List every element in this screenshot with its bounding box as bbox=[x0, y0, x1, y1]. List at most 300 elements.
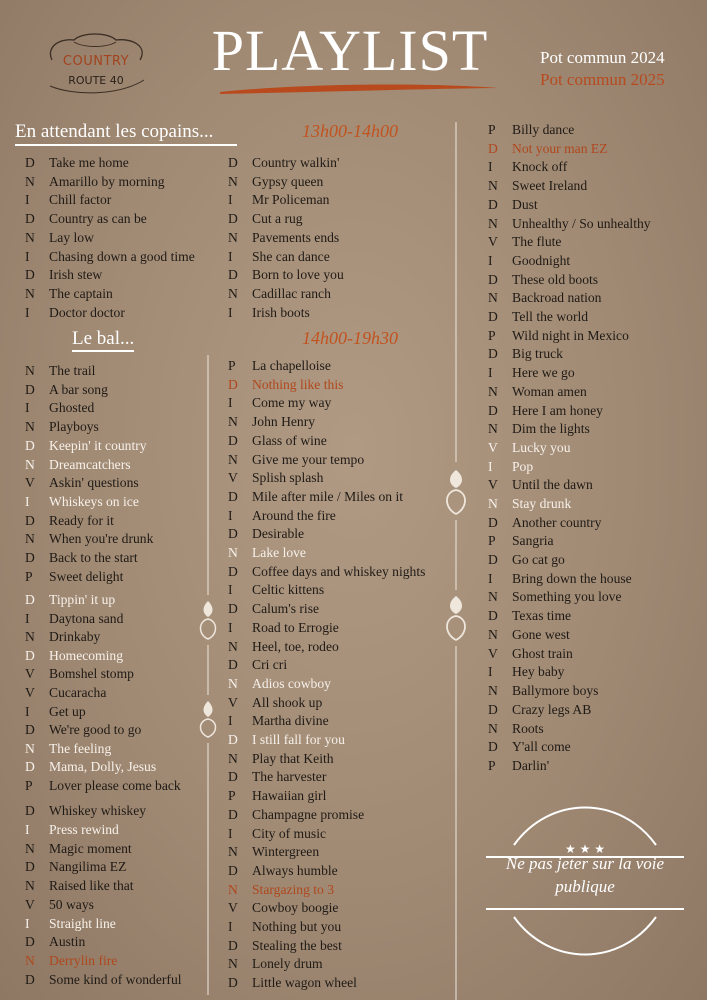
song-row bbox=[488, 233, 561, 252]
song-title: We're good to go bbox=[49, 722, 142, 738]
song-code: I bbox=[488, 365, 493, 381]
song-code: D bbox=[228, 267, 238, 283]
song-code: N bbox=[25, 285, 35, 301]
song-code: D bbox=[25, 859, 35, 875]
waiting-underline bbox=[15, 144, 237, 146]
song-code: N bbox=[228, 173, 238, 189]
song-title: Backroad nation bbox=[512, 290, 602, 306]
song-row bbox=[228, 394, 331, 413]
song-title: Homecoming bbox=[49, 647, 123, 663]
song-code: D bbox=[228, 601, 238, 617]
song-code: N bbox=[228, 638, 238, 654]
song-code: D bbox=[228, 732, 238, 747]
song-code: D bbox=[25, 803, 35, 818]
song-title: Lonely drum bbox=[252, 956, 323, 972]
song-code: I bbox=[228, 825, 233, 841]
song-code: V bbox=[488, 477, 498, 493]
song-code: I bbox=[488, 252, 493, 268]
song-code: V bbox=[228, 470, 238, 486]
song-code: N bbox=[25, 456, 35, 472]
song-title: Bring down the house bbox=[512, 570, 632, 586]
song-row bbox=[488, 215, 651, 234]
pot-commun-2025: Pot commun 2025 bbox=[540, 70, 665, 89]
song-code: D bbox=[25, 512, 35, 528]
song-title: Gypsy queen bbox=[252, 173, 324, 189]
song-title: City of music bbox=[252, 825, 327, 841]
song-row bbox=[228, 899, 338, 918]
song-row bbox=[488, 252, 570, 271]
song-row bbox=[25, 610, 123, 629]
song-code: N bbox=[228, 675, 238, 691]
song-row bbox=[228, 525, 304, 544]
song-title: All shook up bbox=[252, 694, 323, 710]
song-row bbox=[228, 619, 339, 638]
song-code: I bbox=[25, 493, 30, 509]
song-code: N bbox=[25, 363, 35, 378]
song-row bbox=[228, 488, 403, 507]
song-row bbox=[228, 974, 357, 993]
song-row bbox=[228, 581, 324, 600]
song-title: Goodnight bbox=[512, 252, 571, 268]
logo-line1: COUNTRY bbox=[62, 54, 130, 69]
song-title: Some kind of wonderful bbox=[49, 971, 182, 987]
song-row bbox=[228, 712, 329, 731]
song-row bbox=[488, 402, 603, 421]
song-title: Mr Policeman bbox=[252, 192, 330, 208]
song-row bbox=[488, 364, 575, 383]
song-code: V bbox=[228, 900, 238, 916]
song-row bbox=[488, 626, 570, 645]
song-row bbox=[25, 266, 102, 285]
song-row bbox=[228, 768, 326, 787]
song-code: P bbox=[228, 788, 236, 804]
song-code: D bbox=[25, 759, 35, 775]
song-code: N bbox=[488, 626, 498, 642]
song-row bbox=[488, 158, 567, 177]
song-title: Another country bbox=[512, 514, 602, 530]
song-title: Lover please come back bbox=[49, 778, 181, 793]
song-title: Straight line bbox=[49, 915, 116, 931]
song-code: D bbox=[228, 376, 238, 392]
song-row bbox=[488, 738, 571, 757]
song-row bbox=[488, 720, 544, 739]
song-title: Desirable bbox=[252, 526, 305, 542]
song-title: Dim the lights bbox=[512, 421, 590, 437]
song-title: Champagne promise bbox=[252, 806, 365, 822]
song-code: N bbox=[228, 285, 238, 301]
page-title: PLAYLIST bbox=[211, 18, 489, 83]
song-code: D bbox=[488, 346, 498, 362]
song-row bbox=[25, 549, 138, 568]
song-code: D bbox=[488, 271, 498, 287]
song-title: Tell the world bbox=[512, 309, 589, 324]
song-row bbox=[228, 469, 323, 488]
song-title: Ballymore boys bbox=[512, 683, 599, 698]
song-row bbox=[25, 665, 134, 684]
song-code: I bbox=[228, 507, 233, 523]
song-row bbox=[228, 413, 315, 432]
song-code: P bbox=[488, 758, 496, 773]
song-code: N bbox=[228, 545, 238, 560]
song-title: Y'all come bbox=[512, 739, 571, 755]
song-code: D bbox=[228, 937, 238, 953]
song-title: Raised like that bbox=[49, 878, 134, 893]
song-title: Play that Keith bbox=[252, 750, 334, 766]
song-title: Gone west bbox=[512, 626, 570, 642]
song-code: D bbox=[228, 563, 238, 579]
song-code: N bbox=[228, 881, 238, 897]
song-title: Bomshel stomp bbox=[49, 666, 134, 682]
song-row bbox=[488, 439, 571, 458]
song-row bbox=[25, 971, 182, 990]
song-code: V bbox=[25, 475, 35, 491]
song-code: D bbox=[228, 975, 238, 991]
song-row bbox=[228, 357, 331, 376]
song-row bbox=[488, 514, 601, 533]
song-row bbox=[228, 173, 323, 192]
song-row bbox=[228, 248, 330, 267]
song-code: D bbox=[25, 647, 35, 663]
song-row bbox=[25, 418, 99, 437]
song-code: D bbox=[488, 739, 498, 755]
song-code: D bbox=[228, 862, 238, 878]
song-code: N bbox=[25, 878, 35, 893]
song-title: Magic moment bbox=[49, 840, 132, 856]
song-row bbox=[228, 843, 319, 862]
song-code: V bbox=[25, 666, 35, 682]
song-row bbox=[25, 474, 139, 493]
song-title: Roots bbox=[512, 720, 544, 736]
song-row bbox=[228, 304, 310, 323]
song-row bbox=[488, 607, 571, 626]
song-row bbox=[488, 476, 593, 495]
song-row bbox=[228, 825, 326, 844]
song-code: D bbox=[25, 592, 35, 607]
song-row bbox=[228, 955, 323, 974]
song-row bbox=[488, 177, 587, 196]
song-row bbox=[488, 570, 632, 589]
song-code: P bbox=[488, 533, 496, 548]
song-row bbox=[25, 248, 195, 267]
song-code: I bbox=[25, 703, 30, 719]
song-title: Wintergreen bbox=[252, 844, 320, 860]
song-title: Sangria bbox=[512, 533, 554, 548]
song-title: Nothing but you bbox=[252, 919, 342, 934]
song-title: Hawaiian girl bbox=[252, 788, 327, 804]
song-code: V bbox=[25, 896, 35, 912]
song-code: N bbox=[25, 740, 35, 756]
song-title: Back to the start bbox=[49, 550, 138, 565]
song-title: Lucky you bbox=[512, 439, 571, 455]
song-row bbox=[228, 432, 327, 451]
song-row bbox=[25, 381, 108, 400]
song-row bbox=[25, 758, 156, 777]
song-title: Here I am honey bbox=[512, 402, 603, 418]
song-row bbox=[228, 376, 343, 395]
song-code: D bbox=[228, 488, 238, 504]
song-title: Irish boots bbox=[252, 304, 310, 320]
logo-line2: ROUTE 40 bbox=[68, 74, 124, 87]
song-title: She can dance bbox=[252, 248, 330, 264]
title-brush-underline bbox=[218, 80, 500, 98]
song-row bbox=[25, 285, 113, 304]
song-title: Unhealthy / So unhealthy bbox=[512, 215, 651, 231]
song-code: I bbox=[25, 821, 30, 837]
song-code: V bbox=[488, 234, 498, 250]
song-title: Cri cri bbox=[252, 657, 288, 673]
song-row bbox=[228, 881, 334, 900]
song-code: D bbox=[25, 934, 35, 950]
song-row bbox=[228, 918, 341, 937]
song-title: Road to Errogie bbox=[252, 619, 339, 635]
song-row bbox=[25, 858, 126, 877]
song-title: Woman amen bbox=[512, 383, 587, 399]
song-title: Coffee days and whiskey nights bbox=[252, 563, 426, 579]
song-title: Texas time bbox=[512, 608, 572, 623]
song-title: Around the fire bbox=[252, 507, 336, 523]
song-title: Whiskeys on ice bbox=[49, 493, 139, 509]
song-code: N bbox=[488, 421, 498, 437]
song-row bbox=[488, 196, 538, 215]
song-row bbox=[25, 399, 94, 418]
song-title: Askin' questions bbox=[49, 475, 139, 491]
song-code: I bbox=[25, 400, 30, 416]
song-title: Something you love bbox=[512, 589, 622, 605]
section-slot2: 14h00-19h30 bbox=[302, 328, 398, 348]
song-title: Darlin' bbox=[512, 758, 550, 773]
song-code: D bbox=[488, 551, 498, 567]
song-row bbox=[25, 896, 94, 915]
song-row bbox=[488, 495, 571, 514]
song-row bbox=[25, 952, 117, 971]
pot-commun-2024: Pot commun 2024 bbox=[540, 48, 665, 67]
song-row bbox=[228, 266, 344, 285]
song-code: I bbox=[228, 919, 233, 934]
song-row bbox=[25, 456, 131, 475]
song-code: D bbox=[488, 608, 498, 623]
song-code: D bbox=[25, 381, 35, 397]
song-code: N bbox=[488, 720, 498, 736]
song-title: Come my way bbox=[252, 395, 332, 411]
song-code: D bbox=[488, 140, 498, 156]
song-title: Little wagon wheel bbox=[252, 975, 357, 991]
song-title: A bar song bbox=[49, 381, 108, 397]
song-code: I bbox=[228, 619, 233, 635]
song-title: Austin bbox=[49, 934, 86, 950]
song-title: Cucaracha bbox=[49, 685, 107, 700]
song-row bbox=[228, 210, 303, 229]
bal-underline bbox=[72, 350, 134, 352]
song-code: I bbox=[488, 570, 493, 586]
song-code: I bbox=[25, 915, 30, 931]
song-code: N bbox=[228, 750, 238, 766]
song-code: I bbox=[228, 248, 233, 264]
song-title: Lay low bbox=[49, 229, 94, 245]
song-title: Daytona sand bbox=[49, 610, 124, 626]
song-title: The trail bbox=[49, 363, 96, 378]
song-code: D bbox=[488, 701, 498, 717]
song-title: Mile after mile / Miles on it bbox=[252, 488, 404, 504]
song-title: Pop bbox=[512, 458, 534, 474]
song-row bbox=[25, 362, 95, 381]
song-title: Ghost train bbox=[512, 645, 573, 661]
song-title: Chasing down a good time bbox=[49, 248, 195, 264]
song-row bbox=[228, 937, 342, 956]
song-title: Sweet delight bbox=[49, 568, 124, 584]
song-title: Give me your tempo bbox=[252, 451, 365, 467]
song-title: Nangilima EZ bbox=[49, 859, 127, 875]
song-title: Big truck bbox=[512, 346, 563, 362]
song-row bbox=[488, 383, 587, 402]
song-code: D bbox=[25, 550, 35, 565]
song-code: N bbox=[228, 414, 238, 430]
country-route-40-logo bbox=[44, 30, 148, 96]
song-row bbox=[488, 271, 598, 290]
song-code: N bbox=[488, 683, 498, 698]
song-code: N bbox=[228, 956, 238, 972]
song-row bbox=[25, 684, 106, 703]
song-code: V bbox=[228, 694, 238, 710]
song-code: D bbox=[488, 196, 498, 212]
song-code: D bbox=[25, 722, 35, 738]
song-title: Calum's rise bbox=[252, 601, 320, 617]
song-row bbox=[25, 703, 86, 722]
song-code: D bbox=[228, 211, 238, 227]
song-title: Heel, toe, rodeo bbox=[252, 638, 339, 654]
song-title: Cut a rug bbox=[252, 211, 303, 227]
song-title: Dust bbox=[512, 196, 538, 212]
song-title: Wild night in Mexico bbox=[512, 327, 629, 343]
song-row bbox=[25, 840, 132, 859]
song-title: Mama, Dolly, Jesus bbox=[49, 759, 157, 775]
song-title: Take me home bbox=[49, 155, 129, 170]
song-title: Ghosted bbox=[49, 400, 95, 416]
song-row bbox=[228, 191, 329, 210]
song-code: I bbox=[25, 192, 30, 208]
song-row bbox=[228, 563, 425, 582]
song-code: N bbox=[25, 531, 35, 547]
song-title: Country as can be bbox=[49, 211, 147, 227]
song-title: Dreamcatchers bbox=[49, 456, 131, 472]
song-code: I bbox=[25, 248, 30, 264]
song-code: I bbox=[488, 458, 493, 474]
song-title: Crazy legs AB bbox=[512, 701, 592, 717]
song-row bbox=[25, 530, 153, 549]
song-title: Chill factor bbox=[49, 192, 112, 208]
song-row bbox=[25, 229, 94, 248]
song-row bbox=[25, 802, 146, 821]
song-title: Lake love bbox=[252, 545, 306, 560]
song-title: Whiskey whiskey bbox=[49, 803, 147, 818]
song-code: I bbox=[25, 304, 30, 320]
song-title: I still fall for you bbox=[252, 732, 345, 747]
song-row bbox=[228, 285, 331, 304]
song-code: I bbox=[25, 610, 30, 626]
song-row bbox=[25, 493, 139, 512]
song-code: P bbox=[228, 358, 236, 373]
song-code: N bbox=[228, 451, 238, 467]
song-code: P bbox=[488, 122, 496, 137]
song-title: The feeling bbox=[49, 740, 112, 756]
song-code: D bbox=[25, 437, 35, 453]
song-title: Cowboy boogie bbox=[252, 900, 339, 916]
song-title: Derrylin fire bbox=[49, 953, 118, 968]
song-title: The captain bbox=[49, 285, 113, 301]
song-code: I bbox=[228, 582, 233, 598]
song-row bbox=[228, 675, 331, 694]
song-title: Hey baby bbox=[512, 664, 565, 680]
song-code: N bbox=[488, 215, 498, 231]
song-code: D bbox=[228, 432, 238, 448]
song-row bbox=[488, 532, 554, 551]
song-title: Not your man EZ bbox=[512, 140, 608, 156]
song-row bbox=[488, 701, 591, 720]
song-code: N bbox=[488, 589, 498, 605]
song-row bbox=[488, 308, 588, 327]
song-row bbox=[228, 731, 345, 750]
song-title: Here we go bbox=[512, 365, 575, 381]
song-title: Drinkaby bbox=[49, 629, 101, 645]
song-code: P bbox=[25, 778, 33, 793]
song-row bbox=[25, 933, 85, 952]
song-title: Tippin' it up bbox=[49, 592, 116, 607]
song-title: These old boots bbox=[512, 271, 599, 287]
song-code: N bbox=[488, 496, 498, 511]
song-code: V bbox=[488, 645, 498, 661]
song-title: Country walkin' bbox=[252, 155, 340, 170]
song-code: V bbox=[488, 439, 498, 455]
section-slot1: 13h00-14h00 bbox=[302, 121, 398, 141]
song-code: I bbox=[228, 395, 233, 411]
song-row bbox=[25, 877, 134, 896]
song-row bbox=[228, 600, 319, 619]
song-code: P bbox=[25, 568, 33, 584]
song-title: Celtic kittens bbox=[252, 582, 325, 598]
song-row bbox=[488, 663, 564, 682]
song-code: D bbox=[228, 769, 238, 785]
song-code: N bbox=[25, 419, 35, 435]
song-title: Knock off bbox=[512, 159, 568, 175]
song-row bbox=[488, 757, 549, 776]
song-row bbox=[228, 806, 364, 825]
song-title: Keepin' it country bbox=[49, 437, 147, 453]
song-code: I bbox=[228, 713, 233, 729]
song-title: Glass of wine bbox=[252, 432, 327, 448]
song-title: 50 ways bbox=[49, 896, 94, 912]
footer-note: Ne pas jeter sur la voie publique bbox=[505, 854, 665, 896]
song-title: Press rewind bbox=[49, 821, 119, 837]
song-title: Get up bbox=[49, 703, 86, 719]
song-row bbox=[488, 420, 590, 439]
song-row bbox=[228, 229, 339, 248]
song-row bbox=[25, 628, 100, 647]
song-title: Amarillo by morning bbox=[49, 173, 165, 189]
song-title: Pavements ends bbox=[252, 229, 340, 245]
song-code: N bbox=[25, 229, 35, 245]
song-code: N bbox=[488, 178, 498, 194]
song-row bbox=[25, 721, 141, 740]
song-code: N bbox=[488, 383, 498, 399]
divider-right bbox=[444, 122, 468, 1000]
song-row bbox=[488, 140, 608, 159]
song-title: Irish stew bbox=[49, 267, 103, 283]
song-row bbox=[488, 551, 565, 570]
song-code: D bbox=[25, 971, 35, 987]
song-code: D bbox=[228, 526, 238, 542]
song-code: I bbox=[228, 304, 233, 320]
song-title: The flute bbox=[512, 234, 562, 250]
song-title: La chapelloise bbox=[252, 358, 331, 373]
